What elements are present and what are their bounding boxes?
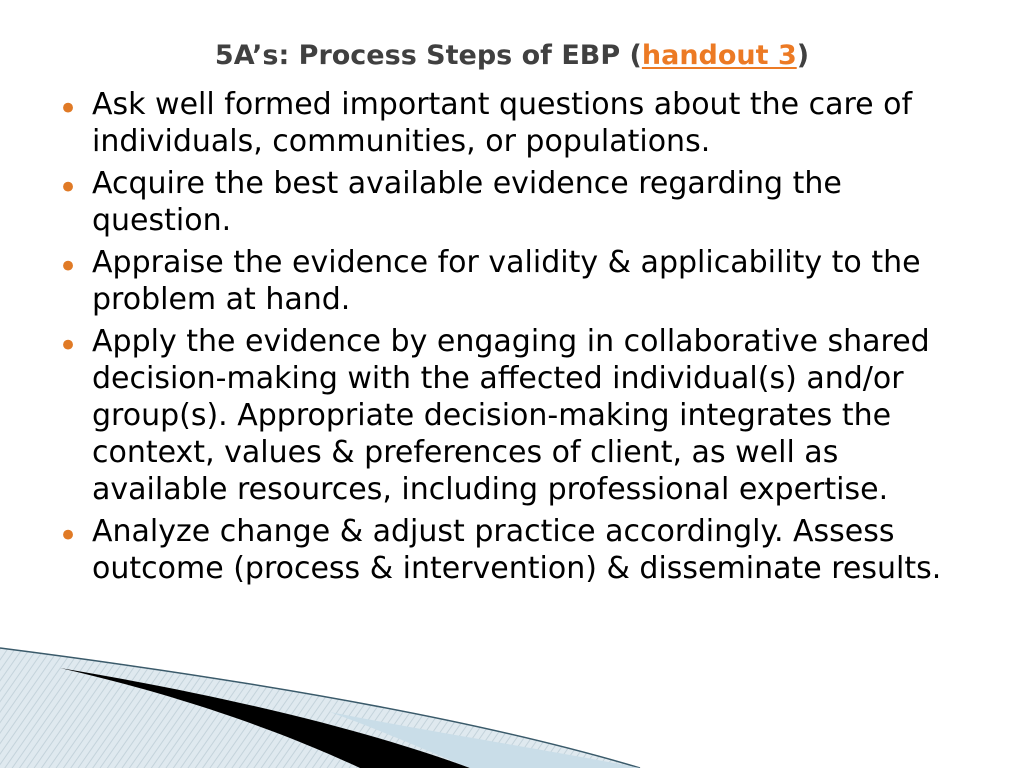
bullet-text: Apply the evidence by engaging in collaborative shared decision-making with the affected individual(s) and/or group(s). Appropriate decision-making integrates the context, values & preferences of client, as well as available resources, including professional expertise.	[92, 324, 930, 507]
bullet-dot-icon: •	[58, 326, 79, 366]
bullet-dot-icon: •	[58, 89, 79, 129]
bullet-text: Acquire the best available evidence regarding the question.	[92, 166, 842, 238]
title-suffix: )	[796, 40, 810, 71]
bullet-text: Ask well formed important questions about the care of individuals, communities, or populations.	[92, 87, 913, 159]
bullet-item-appraise	[58, 244, 978, 318]
handout-link[interactable]: handout 3	[641, 40, 797, 71]
bullet-text: Appraise the evidence for validity & applicability to the problem at hand.	[92, 245, 921, 317]
bullet-text: Analyze change & adjust practice accordingly. Assess outcome (process & intervention) & disseminate results.	[92, 514, 942, 586]
title-prefix: 5A’s: Process Steps of EBP (	[214, 40, 642, 71]
bullet-item-analyze	[58, 513, 978, 587]
bullet-item-ask	[58, 86, 978, 160]
slide-title	[0, 38, 1024, 74]
bullet-dot-icon: •	[58, 168, 79, 208]
bullet-item-apply	[58, 323, 978, 508]
bullet-dot-icon: •	[58, 247, 79, 287]
bullet-item-acquire	[58, 165, 978, 239]
bullet-list	[58, 86, 978, 592]
bullet-dot-icon: •	[58, 516, 79, 556]
